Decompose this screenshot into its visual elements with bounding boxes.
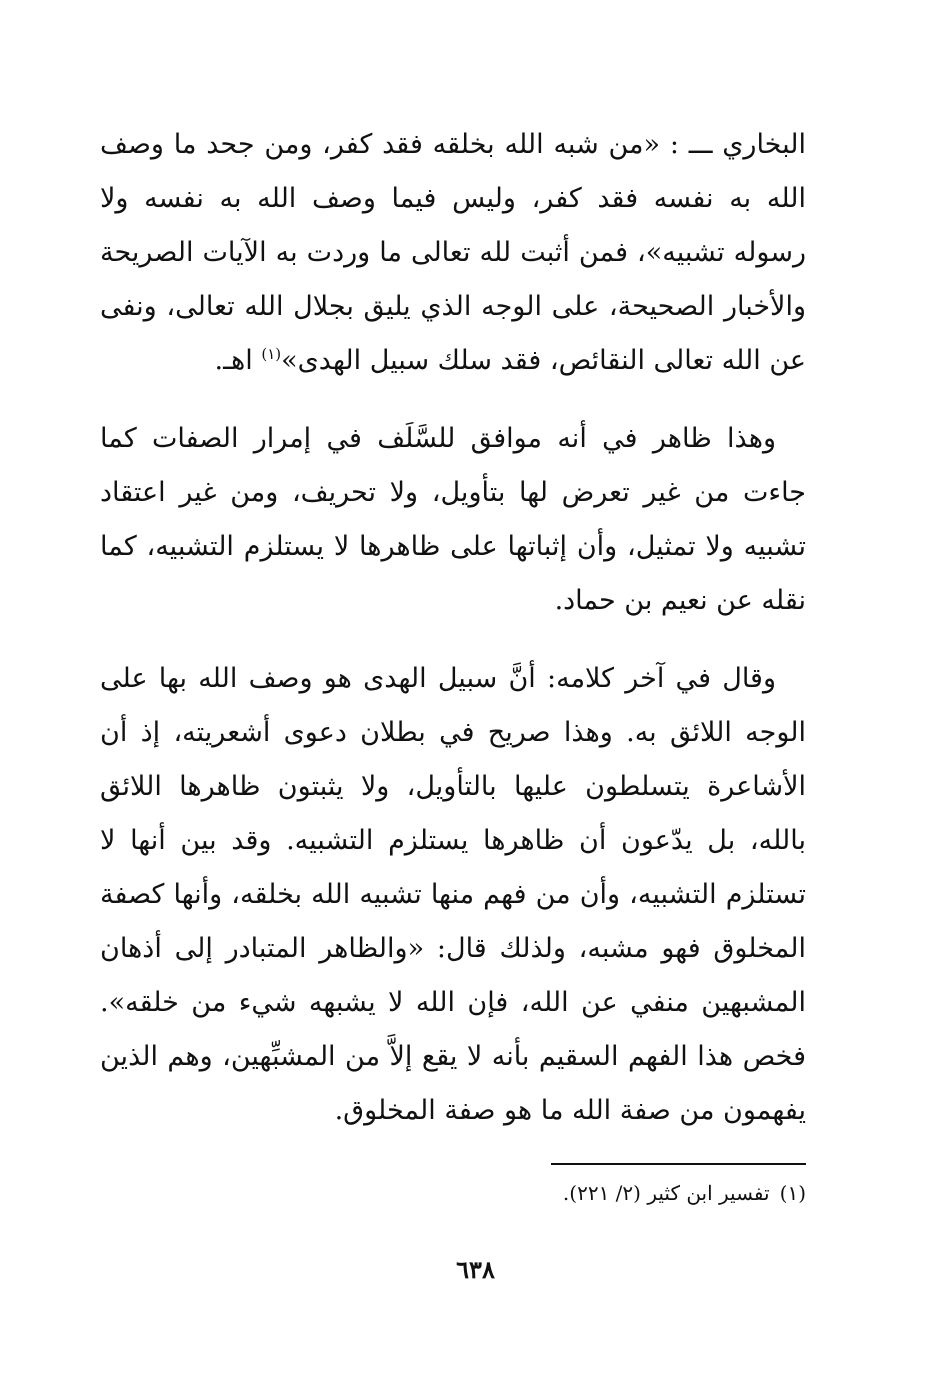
footnote	[306, 1176, 806, 1210]
footnote-reference: (١)	[261, 345, 282, 363]
paragraph-1	[100, 118, 806, 388]
main-text	[100, 118, 806, 1138]
page-number: ٦٣٨	[456, 1255, 495, 1284]
footnote-separator	[551, 1163, 806, 1165]
paragraph-1-text: البخاري ـــ : «من شبه الله بخلقه فقد كفر، ومن جحد ما وصف الله به نفسه فقد كفر، وليس فيما وصف الله به نفسه ولا رسوله تشبيه»، فمن أثبت لله تعالى ما وردت به الآيات الصريحة والأخبار الصحيحة، على الوجه الذي يليق بجلال الله تعالى، ونفى عن الله تعالى النقائص، فقد سلك سبيل الهدى»	[100, 129, 806, 376]
paragraph-3: وقال في آخر كلامه: أنَّ سبيل الهدى هو وصف الله بها على الوجه اللائق به. وهذا صريح في بطلان دعوى أشعريته، إذ أن الأشاعرة يتسلطون عليها بالتأويل، ولا يثبتون ظاهرها اللائق بالله، بل يدّعون أن ظاهرها يستلزم التشبيه. وقد بين أنها لا تستلزم التشبيه، وأن من فهم منها تشبيه الله بخلقه، وأنها كصفة المخلوق فهو مشبه، ولذلك قال: «والظاهر المتبادر إلى أذهان المشبهين منفي عن الله، فإن الله لا يشبهه شيء من خلقه». فخص هذا الفهم السقيم بأنه لا يقع إلاَّ من المشبِّهين، وهم الذين يفهمون من صفة الله ما هو صفة المخلوق.	[100, 663, 806, 1126]
footnote-number: (١)	[779, 1181, 806, 1205]
footnote-text: تفسير ابن كثير (٢/ ٢٢١).	[562, 1181, 770, 1205]
paragraph-2: وهذا ظاهر في أنه موافق للسَّلَف في إمرار الصفات كما جاءت من غير تعرض لها بتأويل، ولا تحريف، ومن غير اعتقاد تشبيه ولا تمثيل، وأن إثباتها على ظاهرها لا يستلزم التشبيه، كما نقله عن نعيم بن حماد.	[100, 423, 806, 616]
paragraph-1-ending: اهـ.	[214, 345, 262, 376]
